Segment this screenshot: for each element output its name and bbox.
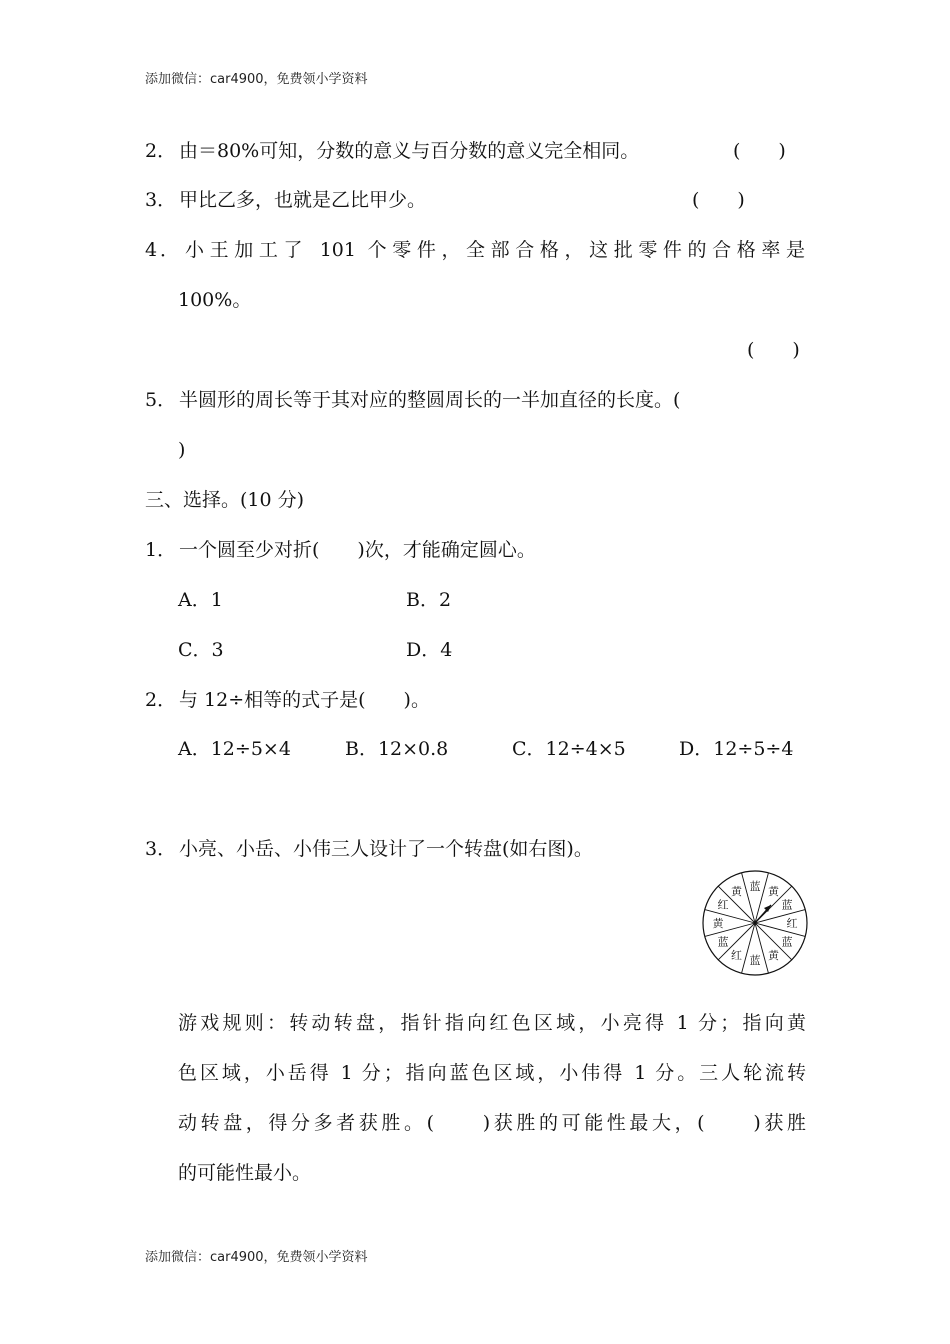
choice-question-2 (145, 688, 430, 712)
section-title: 三、选择。(10 分) (145, 489, 305, 511)
sector-label: 红 (786, 917, 798, 930)
item-text: 半圆形的周长等于其对应的整圆周长的一半加直径的长度。( (179, 389, 681, 411)
sector-label: 黄 (768, 949, 779, 963)
sector-label: 黄 (731, 884, 742, 898)
sector-label: 红 (731, 949, 742, 963)
item-number: 5． (145, 389, 177, 411)
item-text-continued: 100%。 (178, 289, 252, 311)
item-number: 3． (145, 838, 177, 860)
sector-label: 黄 (712, 917, 724, 930)
option-d[interactable]: D．12÷5÷4 (679, 738, 794, 760)
sector-label: 蓝 (717, 935, 729, 949)
option-a[interactable]: A．12÷5×4 (178, 738, 291, 760)
option-b[interactable]: B．12×0.8 (345, 738, 449, 760)
item-number: 1． (145, 539, 177, 561)
page-footer: 添加微信：car4900，免费领小学资料 (145, 1250, 368, 1265)
choice-question-3 (145, 837, 593, 861)
spinner-diagram (700, 868, 810, 978)
item-text: 与 12÷相等的式子是( )。 (179, 689, 430, 711)
rules-line-4: 的可能性最小。 (178, 1162, 312, 1184)
item-text: 甲比乙多，也就是乙比甲少。 (179, 189, 427, 211)
answer-blank[interactable]: ( ) (747, 339, 800, 361)
option-c[interactable]: C．3 (178, 639, 224, 661)
sector-label: 蓝 (749, 880, 761, 893)
item-number: 3． (145, 189, 177, 211)
sector-label: 红 (717, 898, 729, 912)
sector-label: 蓝 (781, 935, 793, 949)
option-b[interactable]: B．2 (406, 589, 452, 611)
sector-label: 蓝 (781, 898, 793, 912)
rules-line-2: 色区域，小岳得 1 分；指向蓝色区域，小伟得 1 分。三人轮流转 (178, 1062, 806, 1084)
judge-item-4 (145, 238, 805, 262)
judge-item-3 (145, 188, 426, 212)
option-d[interactable]: D．4 (406, 639, 453, 661)
answer-blank-close[interactable]: ) (178, 439, 186, 461)
answer-blank[interactable]: ( ) (692, 189, 745, 211)
sector-label: 蓝 (749, 954, 761, 967)
item-text: 一个圆至少对折( )次，才能确定圆心。 (179, 539, 536, 561)
item-text: 小王加工了 101 个零件，全部合格，这批零件的合格率是 (185, 239, 805, 261)
option-c[interactable]: C．12÷4×5 (512, 738, 626, 760)
item-number: 2． (145, 689, 177, 711)
option-a[interactable]: A．1 (178, 589, 223, 611)
item-text: 由＝80%可知，分数的意义与百分数的意义完全相同。 (179, 140, 640, 162)
judge-item-5 (145, 388, 680, 412)
answer-blank[interactable]: ( ) (733, 140, 786, 162)
item-number: 2． (145, 140, 177, 162)
judge-item-2 (145, 139, 639, 163)
sector-label: 黄 (768, 884, 779, 898)
page-header: 添加微信：car4900，免费领小学资料 (145, 72, 368, 87)
rules-line-1: 游戏规则：转动转盘，指针指向红色区域，小亮得 1 分；指向黄 (178, 1012, 806, 1034)
choice-question-1 (145, 538, 536, 562)
item-text: 小亮、小岳、小伟三人设计了一个转盘(如右图)。 (179, 838, 593, 860)
item-number: 4． (145, 239, 179, 261)
rules-line-3: 动转盘，得分多者获胜。( )获胜的可能性最大，( )获胜 (178, 1112, 806, 1134)
